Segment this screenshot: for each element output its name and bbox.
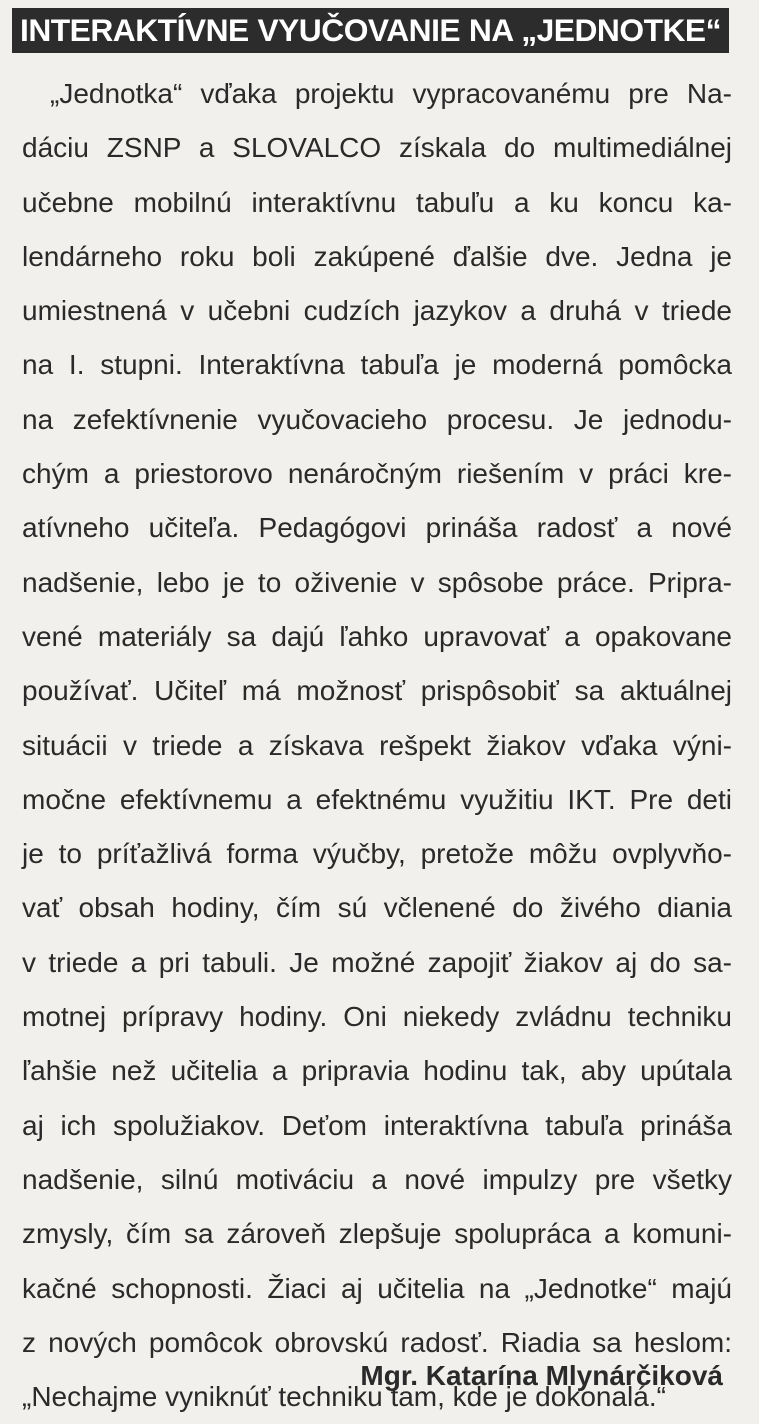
body-line: aj ich spolužiakov. Deťom interaktívna tabuľa prináša (22, 1109, 732, 1141)
author-signature: Mgr. Katarína Mlynárčiková (360, 1360, 723, 1391)
body-line: atívneho učiteľa. Pedagógovi prináša radosť a nové (22, 512, 732, 544)
article-body (22, 67, 732, 1424)
body-line: umiestnená v učebni cudzích jazykov a druhá v triede (22, 295, 732, 327)
body-line: zmysly, čím sa zároveň zlepšuje spolupráca a komuni- (22, 1218, 732, 1250)
article-headline: INTERAKTÍVNE VYUČOVANIE NA „JEDNOTKE“ (12, 8, 729, 53)
body-line: nadšenie, lebo je to oživenie v spôsobe práce. Pripra- (22, 566, 732, 598)
body-line: z nových pomôcok obrovskú radosť. Riadia sa heslom: (22, 1326, 732, 1358)
body-line: močne efektívnemu a efektnému využitiu IKT. Pre deti (22, 783, 732, 815)
body-line: „Nechajme vyniknúť techniku tam, kde je dokonalá.“ (22, 1381, 666, 1413)
body-line: na zefektívnenie vyučovacieho procesu. Je jednodu- (22, 403, 732, 435)
body-line: ľahšie než učitelia a pripravia hodinu tak, aby upútala (22, 1055, 732, 1087)
body-line: kačné schopnosti. Žiaci aj učitelia na „Jednotke“ majú (22, 1272, 732, 1304)
body-line: motnej prípravy hodiny. Oni niekedy zvládnu techniku (22, 1001, 732, 1033)
body-line: „Jednotka“ vďaka projektu vypracovanému pre Na- (50, 78, 732, 109)
body-line: učebne mobilnú interaktívnu tabuľu a ku koncu ka- (22, 186, 732, 218)
body-line: vené materiály sa dajú ľahko upravovať a opakovane (22, 620, 732, 652)
body-line: nadšenie, silnú motiváciu a nové impulzy pre všetky (22, 1163, 732, 1195)
body-line: vať obsah hodiny, čím sú včlenené do živého diania (22, 892, 732, 924)
body-line: na I. stupni. Interaktívna tabuľa je moderná pomôcka (22, 349, 732, 381)
body-line: chým a priestorovo nenáročným riešením v práci kre- (22, 458, 732, 490)
body-line: v triede a pri tabuli. Je možné zapojiť žiakov aj do sa- (22, 946, 732, 978)
body-line: je to príťažlivá forma výučby, pretože môžu ovplyvňo- (22, 838, 732, 870)
body-line: lendárneho roku boli zakúpené ďalšie dve. Jedna je (22, 240, 732, 272)
body-line: situácii v triede a získava rešpekt žiakov vďaka výni- (22, 729, 732, 761)
body-line: dáciu ZSNP a SLOVALCO získala do multimediálnej (22, 132, 732, 164)
body-line: používať. Učiteľ má možnosť prispôsobiť sa aktuálnej (22, 675, 732, 707)
